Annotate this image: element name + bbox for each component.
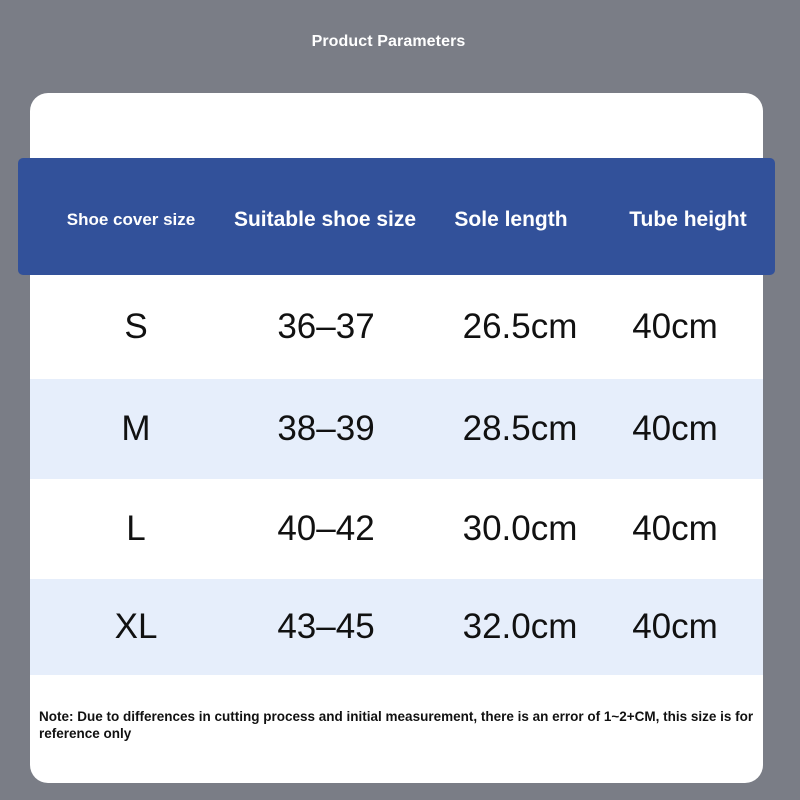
reference-note: Note: Due to differences in cutting process and initial measurement, there is an error of 1~2+CM, this size is for reference only [39, 709, 754, 741]
cell-tube-height: 40cm [632, 409, 718, 448]
cell-cover-size: XL [114, 607, 158, 646]
table-row [30, 479, 763, 579]
cell-cover-size: M [121, 409, 151, 448]
cell-tube-height: 40cm [632, 509, 718, 548]
cell-shoe-size: 38–39 [277, 409, 375, 448]
cell-cover-size: S [124, 307, 148, 346]
cell-tube-height: 40cm [632, 607, 718, 646]
cell-shoe-size: 40–42 [277, 509, 375, 548]
cell-sole-length: 30.0cm [462, 509, 578, 548]
cell-shoe-size: 43–45 [277, 607, 375, 646]
table-row [30, 379, 763, 479]
page-title: Product Parameters [311, 33, 466, 50]
table-header [18, 158, 775, 275]
table-row [30, 579, 763, 675]
cell-tube-height: 40cm [632, 307, 718, 346]
cell-shoe-size: 36–37 [277, 307, 375, 346]
cell-sole-length: 32.0cm [462, 607, 578, 646]
cell-sole-length: 28.5cm [462, 409, 578, 448]
header-suitable-shoe-size: Suitable shoe size [233, 208, 417, 231]
cell-cover-size: L [126, 509, 146, 548]
table-row [30, 275, 763, 379]
cell-sole-length: 26.5cm [462, 307, 578, 346]
header-sole-length: Sole length [454, 208, 568, 231]
header-tube-height: Tube height [629, 208, 747, 231]
header-shoe-cover-size: Shoe cover size [66, 210, 196, 229]
